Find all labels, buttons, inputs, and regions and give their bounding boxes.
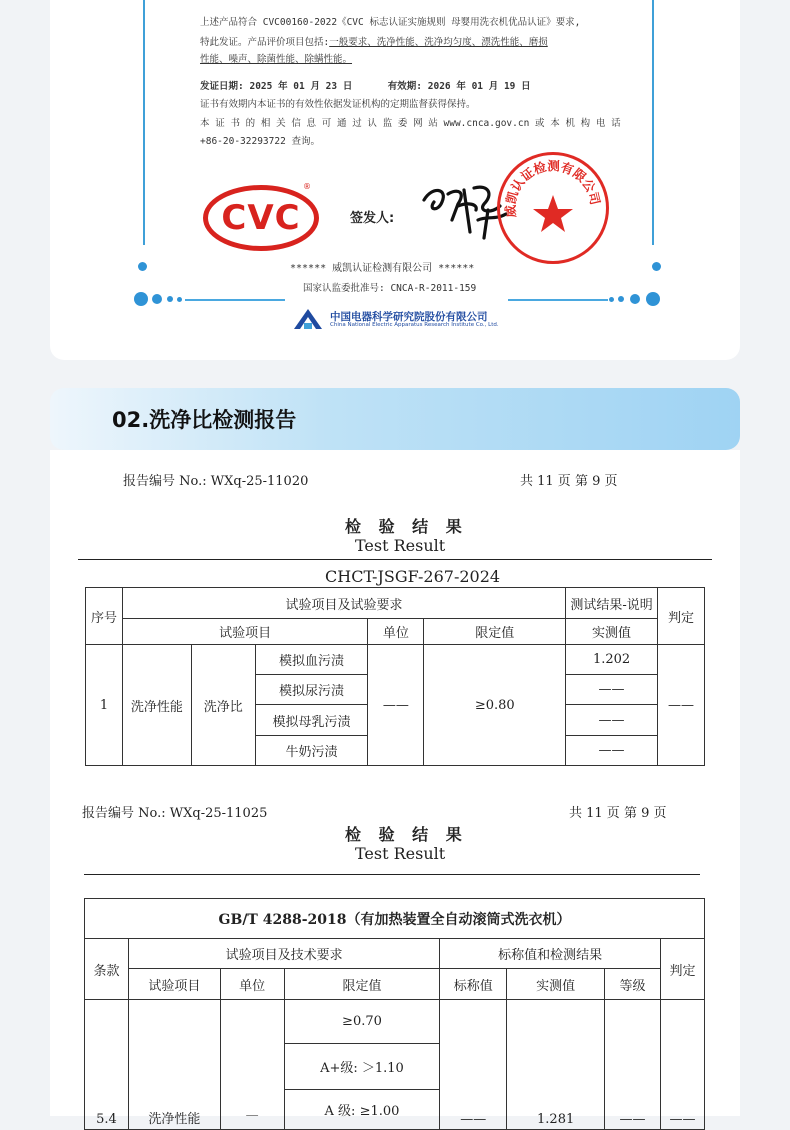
deco-dot [138, 262, 147, 271]
row-unit: — [220, 1000, 284, 1130]
report1-subtitle: Test Result [355, 536, 446, 555]
header-judge: 判定 [657, 588, 704, 645]
report1-table [85, 587, 705, 766]
cert-note-1: 证书有效期内本证书的有效性依据发证机构的定期监督获得保持。 [200, 99, 476, 110]
deco-line-left [185, 299, 285, 301]
report2-standard: GB/T 4288-2018（有加热装置全自动滚筒式洗衣机） [85, 899, 705, 939]
valid-date: 2026 年 01 月 19 日 [427, 81, 531, 92]
row-clause: 5.4 [85, 1000, 129, 1130]
seal-text: 威凯认证检测有限公司 [502, 158, 604, 218]
stain-name: 模拟尿污渍 [255, 675, 368, 705]
row-limit: ≥0.80 [424, 645, 566, 766]
report2-table [84, 898, 705, 1130]
deco-dot [652, 262, 661, 271]
deco-dot [646, 292, 660, 306]
header-nominal-result: 标称值和检测结果 [440, 939, 661, 969]
report2-title: 检 验 结 果 [345, 825, 468, 844]
stain-name: 牛奶污渍 [255, 736, 368, 766]
deco-dot [167, 296, 173, 302]
stain-name: 模拟血污渍 [255, 645, 368, 675]
row-item: 洗净性能 [128, 1000, 220, 1130]
row-judge: —— [657, 645, 704, 766]
row-no: 1 [86, 645, 123, 766]
row-category: 洗净性能 [122, 645, 191, 766]
header-item: 试验项目 [128, 969, 220, 1000]
header-measured: 实测值 [507, 969, 605, 1000]
certificate-frame-right [652, 0, 654, 245]
limit-value: ≥0.70 [284, 1000, 440, 1044]
cert-line-1: 上述产品符合 CVC00160-2022《CVC 标志认证实施规则 母婴用洗衣机优品认证》要求, [200, 17, 581, 28]
header-unit: 单位 [220, 969, 284, 1000]
cert-items-b: 性能、噪声、除菌性能、除螨性能。 [200, 54, 353, 65]
report1-number: 报告编号 No.: WXq-25-11020 [123, 474, 309, 489]
header-item-req: 试验项目及技术要求 [128, 939, 439, 969]
cvc-logo-text: CVC [221, 198, 301, 238]
cert-items-a: 一般要求、洗净性能、洗净均匀度、漂洗性能、磨损 [329, 37, 548, 48]
header-measured: 实测值 [566, 619, 658, 645]
header-limit: 限定值 [284, 969, 440, 1000]
header-item: 试验项目 [122, 619, 368, 645]
row-measured: 1.281 [507, 1000, 605, 1130]
cvc-logo [203, 185, 319, 251]
institute-name-cn: 中国电器科学研究院股份有限公司 [330, 311, 488, 323]
cert-note-2: 本 证 书 的 相 关 信 息 可 通 过 认 监 委 网 站 www.cnca.gov.cn 或 本 机 构 电 话 [200, 118, 621, 129]
measured-value: —— [566, 705, 658, 736]
section-title: 02.洗净比检测报告 [112, 408, 297, 432]
row-unit: —— [368, 645, 424, 766]
cert-note-3: +86-20-32293722 查询。 [200, 136, 321, 147]
certificate-frame-left [143, 0, 145, 245]
limit-value: A 级: ≥1.00 [284, 1090, 440, 1130]
cert-dates [200, 78, 531, 95]
header-clause: 条款 [85, 939, 129, 1000]
deco-dot [630, 294, 640, 304]
header-nominal: 标称值 [440, 969, 507, 1000]
limit-value: A+级: ＞1.10 [284, 1044, 440, 1090]
report1-standard: CHCT-JSGF-267-2024 [325, 567, 501, 586]
report2-number: 报告编号 No.: WXq-25-11025 [82, 806, 268, 821]
certificate-card [50, 0, 740, 360]
registered-mark: ® [303, 182, 311, 191]
org-line: ****** 威凯认证检测有限公司 ****** [290, 263, 475, 274]
header-limit: 限定值 [424, 619, 566, 645]
report1-page: 共 11 页 第 9 页 [520, 474, 618, 489]
cert-line-2-text: 特此发证。产品评价项目包括: [200, 37, 330, 48]
deco-dot [177, 297, 182, 302]
issue-label: 发证日期: [200, 81, 244, 92]
institute-logo-icon [294, 307, 324, 331]
measured-value: 1.202 [566, 645, 658, 675]
deco-dot [152, 294, 162, 304]
deco-dot [609, 297, 614, 302]
cert-line-2 [200, 34, 548, 51]
report2-subtitle: Test Result [355, 844, 446, 863]
approval-number: 国家认监委批准号: CNCA-R-2011-159 [303, 283, 477, 294]
header-unit: 单位 [368, 619, 424, 645]
deco-line-right [508, 299, 608, 301]
report2-page: 共 11 页 第 9 页 [569, 806, 667, 821]
header-grade: 等级 [605, 969, 661, 1000]
report1-title: 检 验 结 果 [345, 517, 468, 536]
row-nominal: —— [440, 1000, 507, 1130]
report1-rule [78, 559, 712, 560]
deco-dot [618, 296, 624, 302]
header-item-req: 试验项目及试验要求 [122, 588, 565, 619]
header-judge: 判定 [660, 939, 704, 1000]
official-seal [497, 152, 609, 264]
issue-date: 2025 年 01 月 23 日 [249, 81, 353, 92]
seal-graphic [500, 155, 606, 261]
report2-rule [84, 874, 700, 875]
header-no: 序号 [86, 588, 123, 645]
valid-label: 有效期: [387, 81, 423, 92]
measured-value: —— [566, 675, 658, 705]
row-subitem: 洗净比 [191, 645, 255, 766]
measured-value: —— [566, 736, 658, 766]
signer-label: 签发人: [350, 211, 395, 226]
header-result-desc: 测试结果-说明 [566, 588, 658, 619]
institute-name-en: China National Electric Apparatus Research Institute Co., Ltd. [330, 322, 499, 328]
stain-name: 模拟母乳污渍 [255, 705, 368, 736]
row-judge: —— [660, 1000, 704, 1130]
deco-dot [134, 292, 148, 306]
row-grade: —— [605, 1000, 661, 1130]
